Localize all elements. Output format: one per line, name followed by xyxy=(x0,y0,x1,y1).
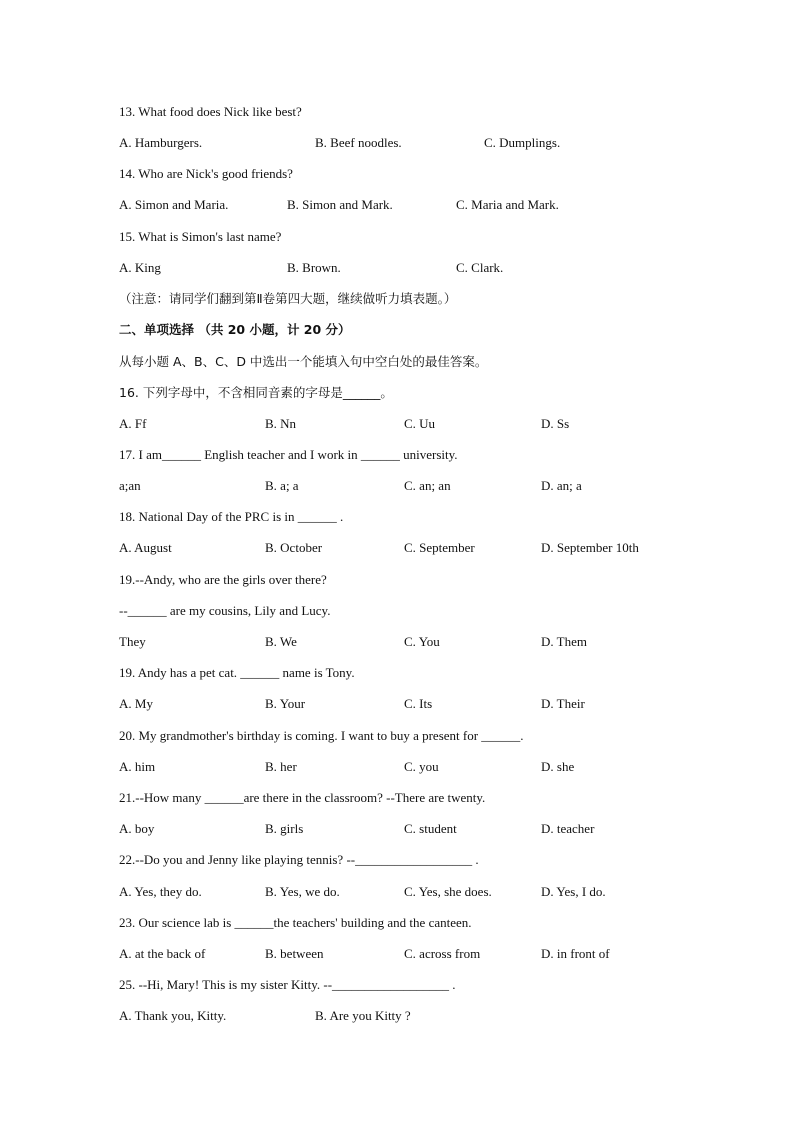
question-20-stem: 20. My grandmother's birthday is coming. I want to buy a present for ______. xyxy=(119,728,524,743)
question-14-stem: 14. Who are Nick's good friends? xyxy=(119,166,293,181)
question-22-option-b: B. Yes, we do. xyxy=(265,884,340,899)
question-19a-option-d: D. Them xyxy=(541,634,587,649)
question-23-option-a: A. at the back of xyxy=(119,946,206,961)
question-20-option-d: D. she xyxy=(541,759,575,774)
question-16-stem: 16. 下列字母中，不含相同音素的字母是______。 xyxy=(119,385,393,400)
question-21-option-d: D. teacher xyxy=(541,821,595,836)
question-21-option-c: C. student xyxy=(404,821,457,836)
section-2-instructions: 从每小题 A、B、C、D 中选出一个能填入句中空白处的最佳答案。 xyxy=(119,354,488,369)
question-22-option-d: D. Yes, I do. xyxy=(541,884,606,899)
question-17-option-a: a;an xyxy=(119,478,141,493)
question-22-stem: 22.--Do you and Jenny like playing tennis? --__________________ . xyxy=(119,852,479,867)
question-23-option-b: B. between xyxy=(265,946,324,961)
question-17-stem: 17. I am______ English teacher and I work in ______ university. xyxy=(119,447,458,462)
question-23-stem: 23. Our science lab is ______the teachers' building and the canteen. xyxy=(119,915,472,930)
question-19b-option-c: C. Its xyxy=(404,696,433,711)
question-19a-option-b: B. We xyxy=(265,634,297,649)
question-16-option-a: A. Ff xyxy=(119,416,147,431)
question-15-option-c: C. Clark. xyxy=(456,260,504,275)
question-25-option-b: B. Are you Kitty ? xyxy=(315,1008,411,1023)
question-19a-option-a: They xyxy=(119,634,146,649)
question-13-stem: 13. What food does Nick like best? xyxy=(119,104,302,119)
question-20-option-c: C. you xyxy=(404,759,439,774)
section-2-title: 二、单项选择 （共 20 小题，计 20 分） xyxy=(119,322,351,337)
question-19b-option-d: D. Their xyxy=(541,696,585,711)
question-17-option-d: D. an; a xyxy=(541,478,582,493)
question-19a-stem-response: --______ are my cousins, Lily and Lucy. xyxy=(119,603,331,618)
question-25-option-a: A. Thank you, Kitty. xyxy=(119,1008,227,1023)
question-22-option-a: A. Yes, they do. xyxy=(119,884,202,899)
question-20-option-a: A. him xyxy=(119,759,156,774)
question-13-option-c: C. Dumplings. xyxy=(484,135,561,150)
question-15-stem: 15. What is Simon's last name? xyxy=(119,229,282,244)
question-18-option-b: B. October xyxy=(265,540,323,555)
question-18-option-c: C. September xyxy=(404,540,475,555)
question-21-option-b: B. girls xyxy=(265,821,304,836)
question-23-option-c: C. across from xyxy=(404,946,481,961)
question-22-option-c: C. Yes, she does. xyxy=(404,884,492,899)
question-19b-stem: 19. Andy has a pet cat. ______ name is Tony. xyxy=(119,665,355,680)
question-13-option-b: B. Beef noodles. xyxy=(315,135,402,150)
question-25-stem: 25. --Hi, Mary! This is my sister Kitty. --__________________ . xyxy=(119,977,456,992)
question-17-option-c: C. an; an xyxy=(404,478,451,493)
question-16-option-c: C. Uu xyxy=(404,416,436,431)
question-14-option-a: A. Simon and Maria. xyxy=(119,197,229,212)
question-16-option-b: B. Nn xyxy=(265,416,297,431)
question-15-option-a: A. King xyxy=(119,260,161,275)
question-16-option-d: D. Ss xyxy=(541,416,570,431)
question-18-option-d: D. September 10th xyxy=(541,540,639,555)
question-17-option-b: B. a; a xyxy=(265,478,299,493)
question-19b-option-a: A. My xyxy=(119,696,153,711)
question-14-option-b: B. Simon and Mark. xyxy=(287,197,393,212)
question-13-option-a: A. Hamburgers. xyxy=(119,135,203,150)
question-23-option-d: D. in front of xyxy=(541,946,610,961)
question-19a-option-c: C. You xyxy=(404,634,440,649)
question-20-option-b: B. her xyxy=(265,759,297,774)
question-21-option-a: A. boy xyxy=(119,821,155,836)
question-18-option-a: A. August xyxy=(119,540,172,555)
question-14-option-c: C. Maria and Mark. xyxy=(456,197,559,212)
question-15-option-b: B. Brown. xyxy=(287,260,341,275)
question-21-stem: 21.--How many ______are there in the classroom? --There are twenty. xyxy=(119,790,486,805)
question-19b-option-b: B. Your xyxy=(265,696,306,711)
note-text: （注意：请同学们翻到第Ⅱ卷第四大题，继续做听力填表题。） xyxy=(119,291,457,306)
question-19a-stem: 19.--Andy, who are the girls over there? xyxy=(119,572,327,587)
question-18-stem: 18. National Day of the PRC is in ______ . xyxy=(119,509,344,524)
